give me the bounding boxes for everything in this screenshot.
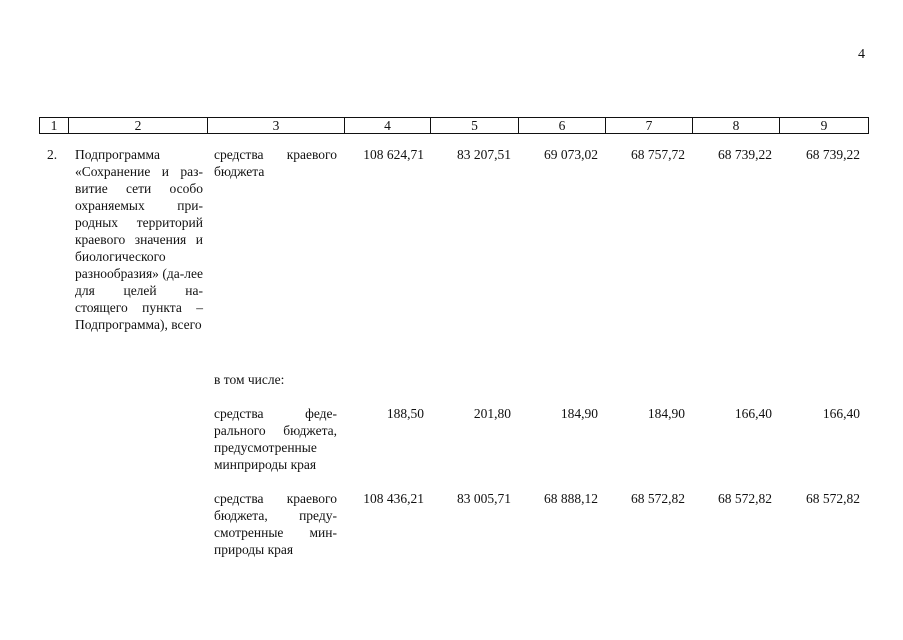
value-col-9: 166,40 [822,406,860,421]
value-col-4: 108 436,21 [363,491,424,506]
value-col-4: 108 624,71 [363,147,424,162]
in-that-number-label: в том числе: [214,372,285,387]
value-col-7: 68 757,72 [631,147,685,162]
column-number-5: 5 [431,118,519,134]
value-col-5: 83 005,71 [457,491,511,506]
column-header-row [39,117,869,134]
funding-source: средства краевого бюджета, преду-смотренные мин-природы края [214,491,337,557]
value-col-6: 184,90 [560,406,598,421]
value-col-8: 166,40 [734,406,772,421]
column-number-1: 1 [40,118,69,134]
value-col-9: 68 572,82 [806,491,860,506]
column-number-2: 2 [69,118,208,134]
value-col-8: 68 572,82 [718,491,772,506]
value-col-6: 69 073,02 [544,147,598,162]
page-number: 4 [858,47,865,62]
column-number-4: 4 [345,118,431,134]
value-col-4: 188,50 [386,406,424,421]
funding-source: средства краевого бюджета [214,147,337,179]
funding-source: средства феде-рального бюджета, предусмотренные минприроды края [214,406,337,472]
value-col-8: 68 739,22 [718,147,772,162]
value-col-5: 83 207,51 [457,147,511,162]
subprogram-name: Подпрограмма «Сохранение и раз-витие сети особо охраняемых при-родных территорий краевого значения и биологического разнообразия» (да-лее для целей на-стоящего пункта – Подпрограмма), всего [75,147,203,332]
value-col-5: 201,80 [473,406,511,421]
column-number-9: 9 [780,118,869,134]
value-col-6: 68 888,12 [544,491,598,506]
column-number-7: 7 [606,118,693,134]
value-col-7: 184,90 [647,406,685,421]
column-number-8: 8 [693,118,780,134]
value-col-9: 68 739,22 [806,147,860,162]
column-number-3: 3 [208,118,345,134]
row-index: 2. [47,147,58,162]
value-col-7: 68 572,82 [631,491,685,506]
column-number-6: 6 [519,118,606,134]
